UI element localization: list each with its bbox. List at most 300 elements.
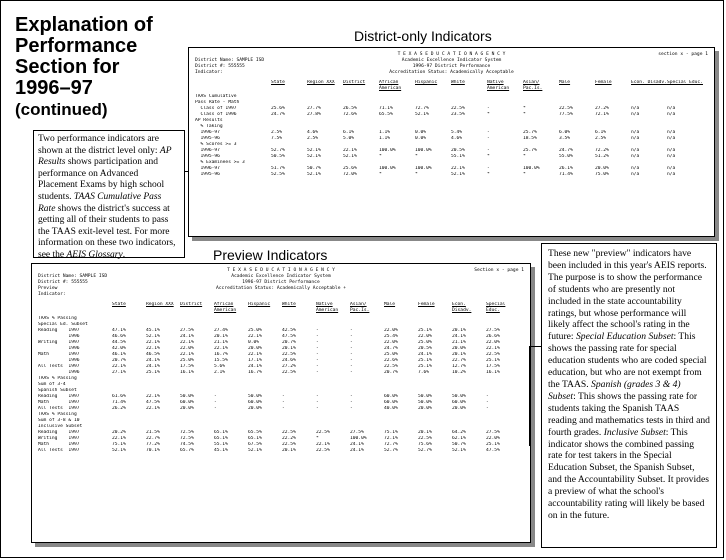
report-cell: -: [350, 400, 353, 405]
report-cell: *: [316, 436, 319, 441]
report-cell: 52.1%: [248, 448, 262, 453]
report-cell: 52.7%: [271, 148, 285, 153]
report-cell: 70.1%: [146, 448, 160, 453]
report-cell: 22.0%: [384, 328, 398, 333]
title-line: 1996–97: [15, 77, 93, 99]
report-district-name: District Name: SAMPLE ISD: [38, 274, 108, 279]
report-cell: 24.1%: [418, 352, 432, 357]
report-row-label: Spanish Subset: [38, 388, 77, 393]
report-cell: 47.5%: [282, 334, 296, 339]
report-row-label: All Tests 1997: [38, 406, 80, 411]
report-cell: 20.0%: [248, 346, 262, 351]
report-cell: 74.5%: [180, 442, 194, 447]
report-cell: 24.1%: [248, 364, 262, 369]
report-cell: -: [487, 106, 490, 111]
report-cell: 51.7%: [271, 166, 285, 171]
title-line: Explanation of: [15, 14, 153, 36]
report-cell: 26.2%: [112, 406, 126, 411]
report-cell: 65.1%: [248, 436, 262, 441]
report-cell: *: [523, 112, 526, 117]
report-cell: -: [316, 406, 319, 411]
report-cell: 24.1%: [146, 364, 160, 369]
report-cell: n/a: [667, 166, 676, 171]
report-row-label: Class of 1996: [195, 112, 237, 117]
report-cell: 50.7%: [452, 442, 466, 447]
report-cell: 25.6%: [343, 166, 357, 171]
report-cell: 65.7%: [180, 448, 194, 453]
report-agency: T E X A S E D U C A T I O N A G E N C Y: [397, 52, 506, 57]
report-cell: 22.5%: [282, 352, 296, 357]
report-indicator-label: Preview: [38, 286, 58, 291]
report-cell: 25.6%: [271, 106, 285, 111]
note-term-special-ed: Special Education Subset: [575, 331, 674, 343]
report-cell: 7.6%: [418, 370, 430, 375]
note-text: shows participation and performance on Advanced Placement Exams by high school students.: [38, 157, 165, 202]
report-cell: *: [487, 154, 490, 159]
report-label-column-header: [38, 302, 112, 314]
district-report-sample: [188, 47, 715, 237]
report-cell: 65.5%: [379, 112, 393, 117]
report-system: Academic Excellence Indicator System: [401, 58, 502, 63]
report-cell: 46.1%: [112, 352, 126, 357]
report-row-label: Class of 1997: [195, 106, 237, 111]
report-row-label: 1996-97: [195, 148, 220, 153]
report-row-label: 1996-97: [195, 130, 220, 135]
report-cell: -: [282, 406, 285, 411]
report-cell: 20.0%: [418, 406, 432, 411]
report-section: section x - page 1: [658, 52, 708, 57]
note-term-spanish: Spanish (grades 3 & 4) Subset: [548, 378, 681, 402]
report-cell: n/a: [631, 148, 640, 153]
report-cell: 22.5%: [559, 106, 573, 111]
report-cell: 21.1%: [452, 340, 466, 345]
report-cell: 72.7%: [384, 442, 398, 447]
report-cell: -: [350, 346, 353, 351]
report-cell: 46.6%: [112, 334, 126, 339]
report-cell: 22.5%: [282, 442, 296, 447]
report-cell: 77.2%: [146, 442, 160, 447]
report-cell: 22.7%: [146, 436, 160, 441]
report-cell: 50.0%: [418, 400, 432, 405]
report-cell: 65.5%: [248, 430, 262, 435]
report-cell: 22.0%: [384, 340, 398, 345]
report-cell: 16.7%: [248, 370, 262, 375]
report-cell: 25.4%: [384, 334, 398, 339]
report-cell: 71.4%: [112, 400, 126, 405]
report-cell: 22.5%: [451, 106, 465, 111]
note-term-taas: TAAS Cumulative Pass Rate: [38, 191, 162, 214]
note-intro: These new "preview" indicators have been included in this year's AEIS reports. The purpose is to show the performance of students who are presently not included in the state accountability ratings, but whose performance will likely affect the school's rating in the future:: [548, 248, 707, 343]
report-cell: 100.0%: [523, 166, 540, 171]
report-cell: 24.7%: [384, 346, 398, 351]
report-row-label: Pass Rate - Math: [195, 100, 240, 105]
report-agency: T E X A S E D U C A T I O N A G E N C Y: [227, 268, 335, 273]
report-column-header: African American: [379, 80, 402, 91]
report-cell: 77.5%: [559, 112, 573, 117]
report-cell: -: [350, 334, 353, 339]
report-cell: 17.5%: [486, 364, 500, 369]
report-performance: 1996-97 District Performance: [242, 280, 320, 285]
report-cell: 21.1%: [214, 340, 228, 345]
report-cell: 20.1%: [214, 334, 228, 339]
report-cell: 5.6%: [214, 364, 226, 369]
report-cell: 61.6%: [112, 394, 126, 399]
note-text: : This shows the passing rate for students taking the Spanish TAAS reading and mathematics tests in third and fourth grades.: [548, 390, 710, 438]
report-cell: 20.2%: [112, 430, 126, 435]
report-column-header: State: [271, 80, 285, 85]
report-cell: 25.0%: [418, 340, 432, 345]
report-row-label: Math 1997: [38, 442, 80, 447]
report-cell: 4.6%: [451, 136, 463, 141]
report-row-label: Writing 1997: [38, 436, 80, 441]
report-cell: 64.2%: [452, 430, 466, 435]
report-column-header: Asian/ Pac.Is.: [350, 302, 370, 313]
report-cell: 24.6%: [282, 358, 296, 363]
report-cell: -: [350, 352, 353, 357]
report-row-label: Sum of 3-8 & 10: [38, 418, 80, 423]
report-cell: 46.5%: [146, 352, 160, 357]
report-column-header: African American: [214, 302, 237, 313]
report-cell: 52.1%: [452, 448, 466, 453]
report-cell: 50.5%: [271, 154, 285, 159]
report-cell: 2.5%: [595, 136, 607, 141]
report-column-header: Special Educ.: [667, 80, 703, 85]
report-cell: 0.0%: [248, 340, 260, 345]
report-cell: 42.5%: [282, 328, 296, 333]
report-column-header: District: [343, 80, 366, 85]
report-cell: 50.0%: [452, 394, 466, 399]
report-system: Academic Excellence Indicator System: [231, 274, 331, 279]
report-cell: 24.7%: [559, 148, 573, 153]
report-cell: 22.6%: [384, 358, 398, 363]
report-cell: 100.0%: [350, 436, 367, 441]
report-cell: -: [486, 400, 489, 405]
report-cell: 27.4%: [214, 328, 228, 333]
report-cell: 1.1%: [379, 136, 391, 141]
report-cell: -: [487, 136, 490, 141]
report-cell: 52.1%: [343, 154, 357, 159]
report-cell: 22.1%: [451, 166, 465, 171]
report-cell: 16.1%: [180, 370, 194, 375]
report-cell: 20.7%: [384, 370, 398, 375]
report-cell: *: [379, 154, 382, 159]
report-row-label: 1995-96: [195, 136, 220, 141]
report-cell: 26.1%: [559, 166, 573, 171]
report-cell: 25.0%: [180, 358, 194, 363]
report-cell: -: [214, 394, 217, 399]
report-cell: 55.1%: [451, 154, 465, 159]
report-cell: -: [487, 148, 490, 153]
connector-line: [529, 346, 541, 347]
report-cell: 20.1%: [452, 352, 466, 357]
report-cell: 72.7%: [415, 106, 429, 111]
report-cell: n/a: [631, 106, 640, 111]
report-cell: 72.0%: [343, 172, 357, 177]
report-cell: 27.2%: [595, 106, 609, 111]
report-cell: 22.1%: [180, 352, 194, 357]
report-cell: 22.0%: [418, 334, 432, 339]
report-cell: 24.1%: [350, 442, 364, 447]
report-cell: -: [214, 400, 217, 405]
report-cell: 25.1%: [418, 328, 432, 333]
report-cell: -: [282, 400, 285, 405]
report-row-label: 1996: [38, 370, 80, 375]
report-column-header: Region XXX: [307, 80, 335, 85]
report-cell: 20.7%: [112, 358, 126, 363]
report-cell: 50.0%: [418, 394, 432, 399]
report-cell: 44.5%: [112, 340, 126, 345]
report-cell: -: [350, 406, 353, 411]
report-cell: 24.7%: [271, 112, 285, 117]
report-cell: 65.1%: [214, 430, 228, 435]
report-cell: 47.1%: [112, 328, 126, 333]
report-cell: -: [316, 328, 319, 333]
report-cell: -: [487, 166, 490, 171]
report-cell: 52.1%: [307, 154, 321, 159]
report-cell: 5.4%: [451, 130, 463, 135]
note-glossary: AEIS Glossary: [66, 249, 123, 260]
report-cell: 72.5%: [180, 430, 194, 435]
report-row-label: TAAS Cumulative: [195, 94, 237, 99]
report-row-label: % Examinees >= 3: [195, 160, 245, 165]
report-cell: n/a: [667, 130, 676, 135]
report-cell: -: [316, 352, 319, 357]
report-row-label: All Tests 1997: [38, 364, 80, 369]
report-cell: 52.1%: [146, 334, 160, 339]
report-cell: n/a: [631, 136, 640, 141]
report-cell: 72.5%: [180, 436, 194, 441]
report-cell: 22.0%: [486, 340, 500, 345]
report-cell: *: [415, 172, 418, 177]
report-cell: 22.5%: [418, 436, 432, 441]
report-cell: 20.1%: [418, 430, 432, 435]
report-cell: -: [316, 358, 319, 363]
report-cell: 25.7%: [523, 130, 537, 135]
report-cell: 25.1%: [146, 370, 160, 375]
report-column-header: Econ. Disadv.: [631, 80, 667, 85]
report-section: Section x - page 1: [474, 268, 524, 273]
report-cell: -: [486, 406, 489, 411]
report-cell: 75.6%: [418, 442, 432, 447]
report-cell: *: [487, 172, 490, 177]
report-column-header: Econ. Disadv.: [452, 302, 472, 313]
report-cell: 25.0%: [384, 352, 398, 357]
report-cell: *: [523, 172, 526, 177]
report-row-label: All Tests 1997: [38, 448, 80, 453]
report-cell: 22.1%: [146, 406, 160, 411]
report-cell: 22.5%: [282, 370, 296, 375]
report-cell: 22.1%: [146, 340, 160, 345]
report-cell: -: [350, 394, 353, 399]
report-cell: 1.1%: [379, 130, 391, 135]
report-cell: 17.5%: [180, 364, 194, 369]
report-row-label: Writing 1997: [38, 340, 80, 345]
report-cell: 22.5%: [384, 364, 398, 369]
report-cell: 22.7%: [452, 358, 466, 363]
report-cell: 52.5%: [271, 172, 285, 177]
preview-heading: Preview Indicators: [213, 247, 328, 263]
report-cell: 20.0%: [248, 406, 262, 411]
report-cell: 22.0%: [486, 436, 500, 441]
report-cell: n/a: [667, 154, 676, 159]
report-cell: 26.5%: [343, 106, 357, 111]
report-row-label: TAAS % Passing: [38, 412, 77, 417]
note-text: : This shows the passing rate for special education students who are coded special education, but who are not exempt from the TAAS.: [548, 331, 707, 390]
report-cell: 22.1%: [146, 394, 160, 399]
note-intro: Two performance indicators are shown at the district level only:: [38, 134, 159, 156]
report-cell: 71.4%: [559, 172, 573, 177]
report-cell: 12.7%: [452, 364, 466, 369]
report-cell: 20.5%: [451, 148, 465, 153]
district-heading: District-only Indicators: [354, 28, 492, 44]
report-cell: 22.2%: [282, 436, 296, 441]
report-row-label: Special Ed. Subset: [38, 322, 88, 327]
report-cell: 45.1%: [146, 328, 160, 333]
report-cell: *: [415, 154, 418, 159]
report-cell: 60.0%: [248, 400, 262, 405]
title-line: Performance: [15, 35, 138, 57]
report-cell: 6.1%: [595, 130, 607, 135]
report-cell: 25.1%: [486, 358, 500, 363]
report-district-number: District #: 555555: [38, 280, 88, 285]
report-cell: 22.1%: [316, 442, 330, 447]
report-cell: -: [350, 340, 353, 345]
report-cell: 60.0%: [180, 400, 194, 405]
note-term-ap: AP Results: [38, 145, 172, 168]
report-cell: 72.1%: [595, 112, 609, 117]
report-cell: -: [350, 358, 353, 363]
report-cell: n/a: [631, 154, 640, 159]
report-cell: *: [487, 112, 490, 117]
report-row-label: Reading 1997: [38, 394, 80, 399]
report-cell: 50.0%: [180, 394, 194, 399]
report-cell: 22.1%: [248, 352, 262, 357]
report-cell: 100.0%: [379, 166, 396, 171]
report-status: Accreditation Status: Academically Acceptable +: [216, 286, 346, 291]
report-row-label: Math 1997: [38, 352, 80, 357]
report-cell: -: [316, 394, 319, 399]
report-column-header: Female: [595, 80, 612, 85]
report-header-row: [195, 80, 708, 92]
report-cell: 2.5%: [271, 130, 283, 135]
report-cell: 5.0%: [343, 136, 355, 141]
report-indicator-label: Indicator:: [195, 70, 223, 75]
report-body: [38, 316, 524, 454]
report-status: Accreditation Status: Academically Acceptable: [389, 70, 514, 75]
report-cell: 7.5%: [271, 136, 283, 141]
report-cell: 71.1%: [379, 106, 393, 111]
connector-line: [529, 346, 530, 446]
report-cell: 20.0%: [452, 346, 466, 351]
report-cell: 27.5%: [180, 328, 194, 333]
report-cell: 60.0%: [452, 400, 466, 405]
report-cell: 10.2%: [452, 370, 466, 375]
report-cell: 22.1%: [112, 436, 126, 441]
report-cell: 22.1%: [112, 364, 126, 369]
report-cell: 20.1%: [452, 328, 466, 333]
report-cell: 23.5%: [451, 112, 465, 117]
report-cell: 67.5%: [248, 442, 262, 447]
report-cell: 4.6%: [307, 130, 319, 135]
report-cell: 24.1%: [180, 334, 194, 339]
preview-report-sample: [31, 263, 531, 543]
report-cell: 22.0%: [180, 346, 194, 351]
note-text: : This indicator shows the combined passing rate for test takers in the Special Education Subset, the Spanish Subset, and the Accountability Subset. It provides a preview of what the school's accountability rating will likely be based on in the future.: [548, 426, 709, 521]
report-cell: -: [316, 340, 319, 345]
report-cell: *: [379, 172, 382, 177]
report-cell: 0.0%: [415, 130, 427, 135]
report-cell: 22.1%: [248, 334, 262, 339]
report-cell: 20.7%: [282, 340, 296, 345]
report-cell: 75.1%: [112, 442, 126, 447]
report-cell: n/a: [667, 172, 676, 177]
report-cell: n/a: [667, 148, 676, 153]
report-cell: 27.1%: [112, 370, 126, 375]
report-cell: 22.1%: [343, 148, 357, 153]
report-cell: 2.1%: [214, 370, 226, 375]
report-cell: 55.0%: [559, 154, 573, 159]
report-cell: 22.1%: [146, 346, 160, 351]
report-district-name: District Name: SAMPLE ISD: [195, 58, 265, 63]
connector-line: [185, 171, 189, 172]
page-title: [15, 15, 215, 120]
report-cell: n/a: [631, 166, 640, 171]
report-cell: 60.0%: [384, 394, 398, 399]
report-row-label: 1996: [38, 334, 80, 339]
report-cell: 20.5%: [418, 346, 432, 351]
report-row-label: Reading 1997: [38, 328, 80, 333]
report-row-label: 1996: [38, 358, 80, 363]
note-term-inclusive: Inclusive Subset: [603, 426, 666, 438]
report-cell: 27.5%: [350, 430, 364, 435]
report-cell: 72.1%: [384, 436, 398, 441]
report-cell: 22.5%: [282, 430, 296, 435]
report-cell: -: [487, 130, 490, 135]
report-cell: 16.7%: [214, 352, 228, 357]
report-cell: n/a: [667, 136, 676, 141]
district-indicators-note: [33, 130, 185, 258]
report-row: [195, 172, 708, 178]
report-column-header: Native American: [316, 302, 339, 313]
title-line: Section for: [15, 56, 120, 78]
report-cell: 72.6%: [343, 112, 357, 117]
report-column-header: Region XXX: [146, 302, 174, 307]
report-cell: 20.1%: [282, 448, 296, 453]
report-performance: 1996-97 District Performance: [412, 64, 491, 69]
report-row-label: TAAS % Passing: [38, 316, 77, 321]
report-cell: -: [214, 406, 217, 411]
report-cell: 27.7%: [307, 106, 321, 111]
report-cell: 21.5%: [146, 430, 160, 435]
report-cell: 52.1%: [415, 112, 429, 117]
report-column-header: Male: [384, 302, 396, 307]
report-cell: 20.0%: [452, 406, 466, 411]
report-cell: 42.0%: [112, 346, 126, 351]
report-row-label: TAAS % Passing: [38, 376, 77, 381]
report-cell: 75.1%: [384, 430, 398, 435]
report-cell: 22.1%: [180, 340, 194, 345]
report-cell: n/a: [631, 130, 640, 135]
report-cell: -: [350, 328, 353, 333]
report-row-label: AP Results: [195, 118, 223, 123]
report-cell: -: [316, 334, 319, 339]
report-cell: 24.1%: [146, 358, 160, 363]
report-cell: -: [282, 394, 285, 399]
report-cell: 27.8%: [307, 112, 321, 117]
report-cell: 100.0%: [415, 166, 432, 171]
report-cell: 24.1%: [350, 448, 364, 453]
report-cell: -: [486, 394, 489, 399]
